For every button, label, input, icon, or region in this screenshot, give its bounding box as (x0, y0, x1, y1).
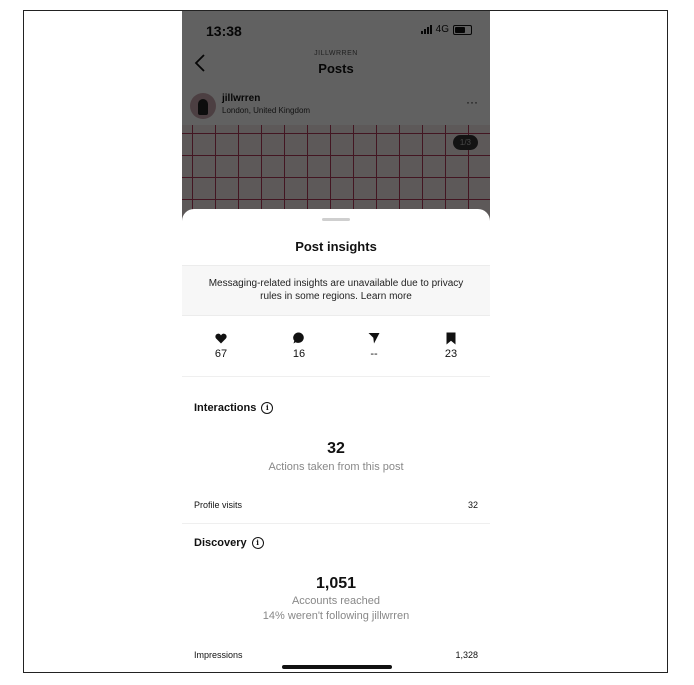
shares-stat (354, 330, 394, 360)
shares-count: -- (370, 348, 378, 360)
impressions-row (194, 650, 478, 660)
discovery-caption: Accounts reached (291, 595, 381, 607)
phone-screen (182, 11, 490, 672)
discovery-title: Discovery (194, 537, 247, 549)
heart-icon (215, 333, 227, 344)
saves-stat (431, 330, 471, 360)
likes-stat (201, 330, 241, 360)
section-divider (182, 523, 490, 524)
insights-sheet (182, 209, 490, 672)
home-indicator[interactable] (282, 665, 392, 669)
post-view (182, 11, 490, 241)
interactions-heading (194, 402, 273, 414)
comments-stat (279, 330, 319, 360)
discovery-subcaption: 14% weren't following jillwrren (262, 610, 410, 622)
profile-visits-row (194, 500, 478, 510)
row-label: Profile visits (194, 500, 243, 510)
info-icon[interactable]: i (252, 537, 264, 549)
row-label: Impressions (194, 650, 243, 660)
interactions-caption: Actions taken from this post (268, 461, 404, 473)
learn-more-link[interactable]: Learn more (360, 291, 412, 302)
privacy-notice (182, 265, 490, 316)
row-value: 32 (467, 500, 478, 510)
share-icon (368, 332, 380, 344)
discovery-heading (194, 537, 264, 549)
likes-count: 67 (214, 348, 228, 360)
interactions-total: 32 (327, 440, 345, 457)
info-icon[interactable]: i (261, 402, 273, 414)
sheet-grabber[interactable] (322, 218, 350, 221)
comments-count: 16 (292, 348, 306, 360)
saves-count: 23 (444, 348, 458, 360)
bookmark-icon (446, 332, 456, 345)
comment-icon (293, 332, 305, 344)
engagement-stats (182, 316, 490, 377)
interactions-title: Interactions (194, 402, 257, 414)
notice-text: Messaging-related insights are unavailable due to privacy rules in some regions. (208, 278, 464, 302)
row-value: 1,328 (455, 650, 478, 660)
dim-overlay[interactable] (182, 11, 490, 241)
discovery-total: 1,051 (315, 575, 357, 592)
sheet-title: Post insights (295, 239, 377, 254)
